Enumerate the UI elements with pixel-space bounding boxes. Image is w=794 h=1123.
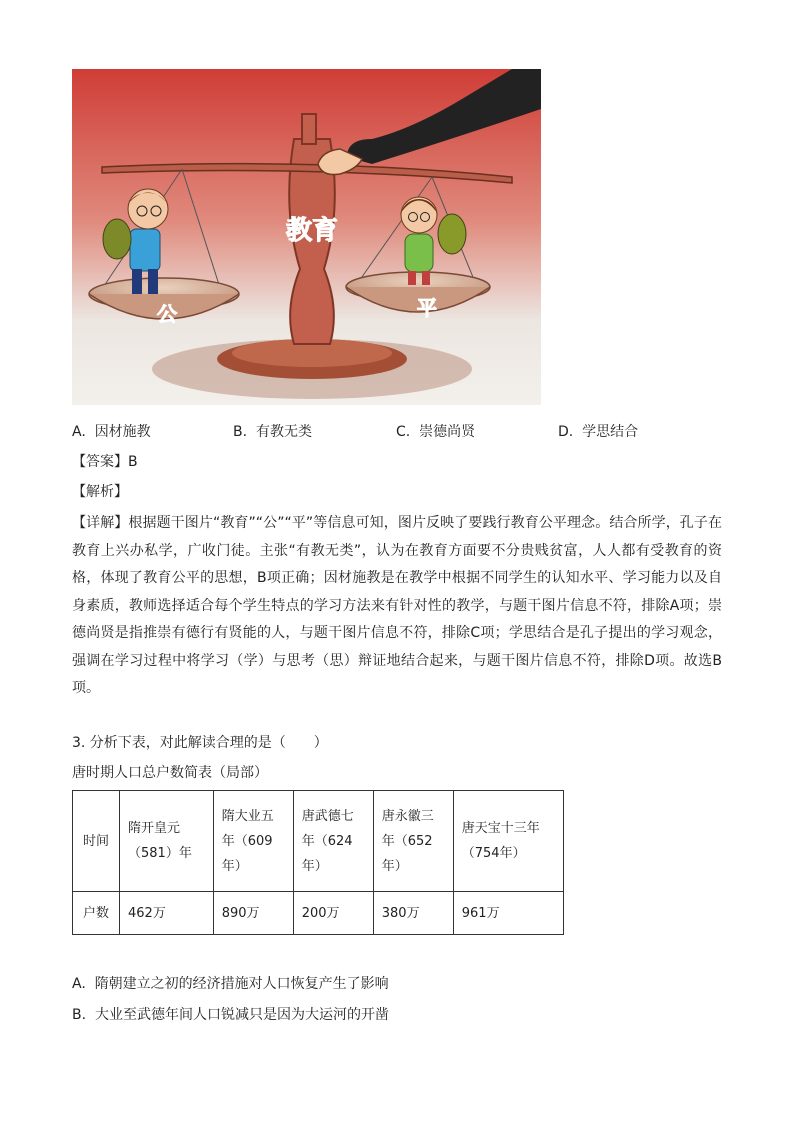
households-cell: 890万: [213, 892, 293, 935]
option-letter: D.: [558, 424, 574, 440]
time-cell: 唐天宝十三年 （754年）: [453, 791, 563, 892]
question-3-stem: 3. 分析下表，对此解读合理的是（ ）: [72, 735, 328, 751]
option-letter: A.: [72, 424, 86, 440]
label-education: 教育: [285, 216, 339, 246]
option-letter: C.: [396, 424, 411, 440]
option-letter: B.: [233, 424, 248, 440]
option-text: 崇德尚贤: [419, 424, 476, 440]
option-letter: B.: [72, 1007, 87, 1023]
option-d: [558, 422, 638, 442]
households-cell: 961万: [453, 892, 563, 935]
households-cell: 380万: [373, 892, 453, 935]
detail-paragraph: 【详解】根据题干图片“教育”“公”“平”等信息可知，图片反映了要践行教育公平理念。结合所学，孔子在教育上兴办私学，广收门徒。主张“有教无类”，认为在教育方面要不分贵贱贫富，人人都有受教育的资格，体现了教育公平的思想，B项正确；因材施教是在教学中根据不同学生的认知水平、学习能力以及自身素质，教师选择适合每个学生特点的学习方法来有针对性的教学，与题干图片信息不符，排除A项；崇德尚贤是指推崇有德行有贤能的人，与题干图片信息不符，排除C项；学思结合是孔子提出的学习观念，强调在学习过程中将学习（学）与思考（思）辩证地结合起来，与题干图片信息不符，排除D项。故选B项。: [72, 515, 722, 696]
q3-option-a: [72, 974, 389, 994]
option-a: [72, 422, 151, 442]
analysis-label: 【解析】: [72, 484, 128, 500]
time-cell: 隋开皇元 （581）年: [120, 791, 214, 892]
label-ping: 平: [417, 296, 437, 320]
label-gong: 公: [157, 302, 177, 326]
option-c: [396, 422, 475, 442]
answer-line: [72, 452, 138, 472]
time-cell: 唐武德七 年（624 年）: [293, 791, 373, 892]
option-text: 因材施教: [94, 424, 151, 440]
table-title: 唐时期人口总户数简表（局部）: [72, 765, 268, 781]
households-cell: 462万: [120, 892, 214, 935]
option-text: 学思结合: [582, 424, 639, 440]
balance-scale-illustration: [72, 69, 541, 405]
education-fairness-cartoon: [72, 69, 541, 405]
option-text: 隋朝建立之初的经济措施对人口恢复产生了影响: [94, 976, 389, 992]
answer-value: B: [128, 454, 138, 470]
option-letter: A.: [72, 976, 86, 992]
option-text: 大业至武德年间人口锐减只是因为大运河的开凿: [94, 1007, 389, 1023]
time-cell: 隋大业五 年（609 年）: [213, 791, 293, 892]
q3-option-b: [72, 1005, 389, 1025]
option-b: [233, 422, 312, 442]
table-row-time: [73, 791, 564, 892]
option-text: 有教无类: [255, 424, 312, 440]
time-cell: 唐永徽三 年（652 年）: [373, 791, 453, 892]
row-label-households: 户数: [73, 892, 120, 935]
table-row-households: [73, 892, 564, 935]
answer-label: 【答案】: [72, 454, 128, 470]
population-table: [72, 790, 564, 935]
households-cell: 200万: [293, 892, 373, 935]
row-label-time: 时间: [73, 791, 120, 892]
